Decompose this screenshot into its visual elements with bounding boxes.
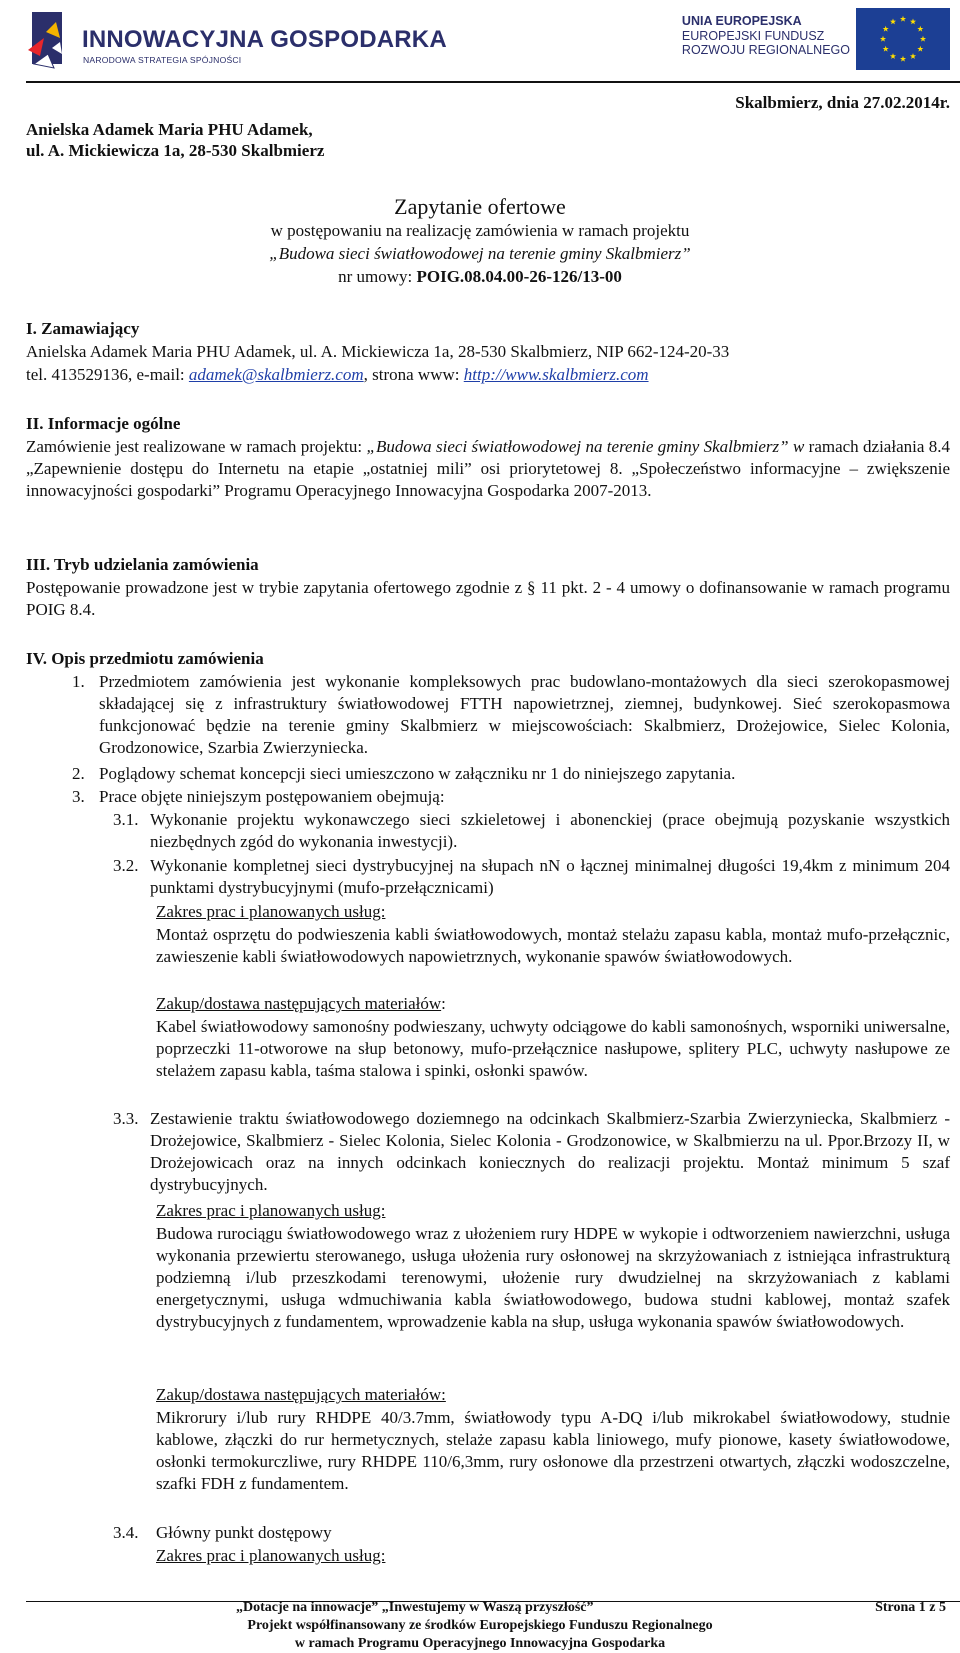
letterhead [0,0,960,82]
header-divider [26,81,960,83]
sub33-number: 3.3. [113,1109,139,1128]
sub34-text: Główny punkt dostępowy [156,1523,332,1542]
item2-number: 2. [72,764,85,783]
eu-line1: UNIA EUROPEJSKA [681,14,802,28]
eu-flag-icon [856,8,950,70]
email-link[interactable]: adamek@skalbmierz.com [188,365,364,384]
document-title: Zapytanie ofertowe [394,194,566,219]
item3-text: Prace objęte niniejszym postępowaniem obejmują: [99,787,445,806]
eu-fund-logo [655,4,950,70]
page-number: Strona 1 z 5 [875,1600,946,1615]
section1-phone: tel. 413529136, e-mail: [26,365,189,384]
section4-heading: IV. Opis przedmiotu zamówienia [26,649,264,668]
footer-slogan: „Dotacje na innowacje” „Inwestujemy w Waszą przyszłość” [236,1600,594,1615]
item1-text: Przedmiotem zamówienia jest wykonanie kompleksowych prac budowlano-montażowych dla sieci szerokopasmowej składającej się z infrastruktury światłowodowej FTTH napowietrznej, ziemnej, budynkowej. Sieć szerokopasmowa funkcjonować będzie na terenie gminy Skalbmierz w miejscowościach: Skalbmierz, Drożejowice, Sielec Kolonia, Grodzonowice, Szarbia Zwierzyniecka. [99,672,950,757]
item3-number: 3. [72,787,85,806]
sub32-materials-heading: Zakup/dostawa następujących materiałów: [156,994,446,1013]
sub33-scope-label: Zakres prac i planowanych usług: [156,1201,386,1220]
section2-project-name: „Budowa sieci światłowodowej na terenie gminy Skalbmierz” w [366,437,805,456]
footer-line2: Projekt współfinansowany ze środków Europejskiego Funduszu Regionalnego [247,1618,713,1633]
contract-number: POIG.08.04.00-26-126/13-00 [416,267,622,286]
section3-paragraph: Postępowanie prowadzone jest w trybie zapytania ofertowego zgodnie z § 11 pkt. 2 - 4 umowy o dofinansowanie w ramach programu POIG 8.4. [26,578,950,619]
sub33-scope-text: Budowa rurociągu światłowodowego wraz z ułożeniem rury HDPE w wykopie i odtworzeniem nawierzchni, usługa wykonania przewiertu sterowanego, usługa ułożenia rury osłonowej na skrzyżowaniach z istniejąca infrastrukturą podziemną i/lub przeszkodami terenowymi, ułożenie rury dwudzielnej na skrzyżowaniach z kablami energetycznymi, usługa wdmuchiwania kabla światłowodowego, budowa studni kablowej, montaż szafek dystrybucyjnych z fundamentem, wprowadzenie kabla na słup, usługa wykonania spawów światłowodowych. [156,1224,950,1331]
footer-line3: w ramach Programu Operacyjnego Innowacyjna Gospodarka [294,1636,666,1651]
logo-left-title: INNOWACYJNA GOSPODARKA [82,26,447,53]
title-line1: w postępowaniu na realizację zamówienia w ramach projektu [270,221,690,240]
item1-number: 1. [72,672,85,691]
sub31-text: Wykonanie projektu wykonawczego sieci szkieletowej i abonenckiej (prace obejmują pozyskanie wszystkich niezbędnych zgód do wykonania inwestycji). [150,810,950,851]
logo-left-subtitle: NARODOWA STRATEGIA SPÓJNOŚCI [83,55,242,65]
website-link[interactable]: http://www.skalbmierz.com [463,365,649,384]
sender-line2: ul. A. Mickiewicza 1a, 28-530 Skalbmierz [26,141,325,160]
document-date: Skalbmierz, dnia 27.02.2014r. [735,93,950,112]
section2-part1: Zamówienie jest realizowane w ramach projektu: [26,437,367,456]
eu-fund-text [682,14,850,58]
section1-heading: I. Zamawiający [26,319,140,338]
sub32-materials-label: Zakup/dostawa następujących materiałów [156,994,442,1013]
sub32-text: Wykonanie kompletnej sieci dystrybucyjnej na słupach nN o łącznej minimalnej długości 19,4km z minimum 204 punktami dystrybucyjnymi (mufo-przełącznicami) [150,856,950,897]
sub32-scope-text: Montaż osprzętu do podwieszenia kabli światłowodowych, montaż stelażu zapasu kabla, montaż mufo-przełącznic, zawieszenie kabli światłowodowych napowietrznych, wykonanie spawów światłowodowych. [156,925,950,966]
sub33-materials-text: Mikrorury i/lub rury RHDPE 40/3.7mm, światłowody typu A-DQ i/lub mikrokabel światłowodowy, studnie kablowe, złączki do rur hermetycznych, stelaże zapasu kabla liniowego, mufy pionowe, kasety światłowodowe, osłonki termokurczliwe, rury RHDPE 110/6,3mm, rury osłonowe dla przestrzeni otwartych, złączki wodoszczelne, szafki FDH z fundamentem. [156,1408,950,1493]
item2-text: Poglądowy schemat koncepcji sieci umieszczono w załączniku nr 1 do niniejszego zapytania. [99,764,736,783]
sub33-text: Zestawienie traktu światłowodowego doziemnego na odcinkach Skalbmierz-Szarbia Zwierzyniecka, Skalbmierz - Drożejowice, Skalbmierz - Sielec Kolonia, Sielec Kolonia - Grodzonowice, w Skalbmierzu na ul. Ppor.Brzozy II, w Drożejowicach oraz na innych odcinkach koniecznych do realizacji projektu. Montaż minimum 5 szaf dystrybucyjnych. [150,1109,950,1194]
sender-line1: Anielska Adamek Maria PHU Adamek, [26,120,313,139]
title-line2: „Budowa sieci światłowodowej na terenie gminy Skalbmierz” [269,244,691,263]
contract-label: nr umowy: [338,267,417,286]
innowacyjna-gospodarka-logo [26,8,447,70]
eu-line3: ROZWOJU REGIONALNEGO [681,43,850,57]
ig-logo-icon [26,8,74,70]
sub32-number: 3.2. [113,856,139,875]
sub32-materials-text: Kabel światłowodowy samonośny podwieszany, uchwyty odciągowe do kabli samonośnych, wsporniki uniwersalne, poprzeczki 11-otworowe na słup betonowy, mufo-przełącznice nasłupowe, splitery PLC, uchwyty nasłupowe ze stelażem zapasu kabla, taśma stalowa i spinki, osłonki spawów. [156,1017,950,1080]
section3-heading: III. Tryb udzielania zamówienia [26,555,259,574]
sub33-materials-label: Zakup/dostawa następujących materiałów: [156,1385,446,1404]
section2-part2: ramach działania 8.4 „Zapewnienie dostępu do Internetu na etapie „ostatniej mili” osi priorytetowej 8. „Społeczeństwo informacyjne – zwiększenie innowacyjności gospodarki” Programu Operacyjnego Innowacyjna Gospodarka 2007-2013. [26,437,950,500]
section2-heading: II. Informacje ogólne [26,414,181,433]
section1-line2 [26,364,649,386]
eu-line2: EUROPEJSKI FUNDUSZ [681,28,825,43]
section1-line1: Anielska Adamek Maria PHU Adamek, ul. A. Mickiewicza 1a, 28-530 Skalbmierz, NIP 662-124-20-33 [26,342,730,361]
sub32-scope-label: Zakres prac i planowanych usług: [156,902,386,921]
sub34-number: 3.4. [113,1523,139,1542]
section1-www-label: , strona www: [363,365,464,384]
title-line3 [0,266,960,288]
section2-paragraph [26,436,950,502]
sub31-number: 3.1. [113,810,139,829]
sub34-scope-label: Zakres prac i planowanych usług: [156,1546,386,1565]
